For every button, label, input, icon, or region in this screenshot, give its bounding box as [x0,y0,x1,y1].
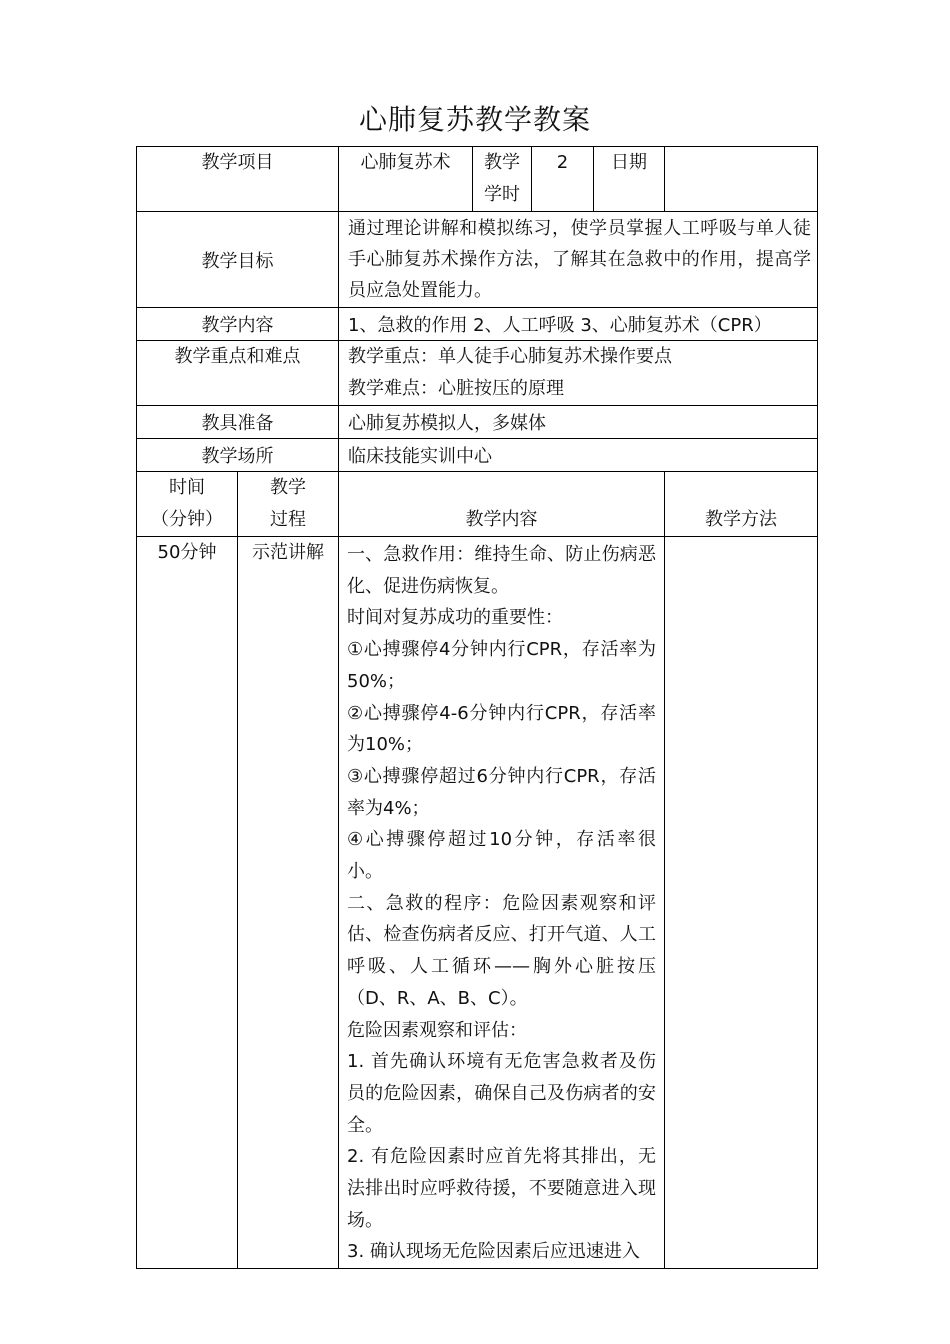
key-value-cell [339,341,818,406]
hours-value: 2 [556,152,569,173]
key-label: 教学重点和难点 [174,346,301,367]
content-row [137,308,818,341]
content-header: 教学内容 [465,509,538,530]
goal-value: 通过理论讲解和模拟练习，使学员掌握人工呼吸与单人徒手心肺复苏术操作方法，了解其在急救中的作用，提高学员应急处置能力。 [348,218,811,301]
session-paragraph: 2. 有危险因素时应首先将其排出，无法排出时应呼救待援，不要随意进入现场。 [347,1146,656,1231]
content-value: 1、急救的作用 2、人工呼吸 3、心肺复苏术（CPR） [348,315,772,336]
column-header-row [137,472,818,537]
time-header-line1: 时间 [169,477,205,498]
goal-value-cell [339,212,818,308]
session-process-cell [238,537,339,1269]
tools-value-cell [339,406,818,439]
session-content-cell [339,537,665,1269]
place-label-cell [137,439,339,472]
process-header-line2: 过程 [270,509,306,530]
place-value-cell [339,439,818,472]
goal-label-cell [137,212,339,308]
content-value-cell [339,308,818,341]
date-label: 日期 [611,152,647,173]
hours-value-cell [532,147,594,212]
project-label: 教学项目 [201,152,274,173]
content-label-cell [137,308,339,341]
session-method-cell [665,537,818,1269]
page-title: 心肺复苏教学教案 [358,103,591,136]
goal-label: 教学目标 [201,250,274,272]
session-paragraph: ③心搏骤停超过6分钟内行CPR，存活率为4%； [347,765,656,819]
key-label-cell [137,341,339,406]
session-content [339,537,664,1268]
project-value-cell [339,147,473,212]
session-paragraph: 时间对复苏成功的重要性： [347,607,563,629]
time-header-cell [137,472,238,537]
content-label: 教学内容 [201,315,274,336]
session-process: 示范讲解 [252,542,324,563]
session-paragraph: 二、急救的程序：危险因素观察和评估、检查伤病者反应、打开气道、人工呼吸、人工循环——胸外心脏按压（D、R、A、B、C）。 [347,892,656,1009]
method-header: 教学方法 [705,509,777,530]
project-label-cell [137,147,339,212]
key-points-row [137,341,818,406]
session-time-cell [137,537,238,1269]
date-label-cell [594,147,665,212]
tools-row [137,406,818,439]
tools-value: 心肺复苏模拟人，多媒体 [348,413,546,434]
hours-label-cell [473,147,532,212]
key-point: 教学重点：单人徒手心肺复苏术操作要点 [348,346,672,367]
header-row [137,147,818,212]
session-paragraph: ④心搏骤停超过10分钟，存活率很小。 [347,829,656,883]
session-paragraph: ①心搏骤停4分钟内行CPR，存活率为50%； [347,639,656,692]
process-header-cell [238,472,339,537]
tools-label: 教具准备 [201,413,274,434]
lesson-plan-table [136,146,818,1269]
place-value: 临床技能实训中心 [348,446,492,467]
content-header-cell [339,472,665,537]
goal-row [137,212,818,308]
session-row [137,537,818,1269]
hours-label-line2: 学时 [484,184,520,205]
place-label: 教学场所 [201,446,274,467]
difficult-point: 教学难点：心脏按压的原理 [348,378,564,399]
session-paragraph: 一、急救作用：维持生命、防止伤病恶化、促进伤病恢复。 [347,544,656,597]
process-header-line1: 教学 [270,477,306,498]
place-row [137,439,818,472]
session-paragraph: 1. 首先确认环境有无危害急救者及伤员的危险因素，确保自己及伤病者的安全。 [347,1051,656,1136]
session-paragraph: 危险因素观察和评估： [347,1019,527,1041]
tools-label-cell [137,406,339,439]
project-value: 心肺复苏术 [360,152,451,173]
time-header-line2: （分钟） [151,509,223,530]
session-paragraph: ②心搏骤停4-6分钟内行CPR，存活率为10%； [347,702,656,756]
session-time: 50分钟 [157,542,217,563]
hours-label-line1: 教学 [484,152,520,173]
date-value-cell [665,147,818,212]
session-paragraph: 3. 确认现场无危险因素后应迅速进入 [347,1241,640,1263]
method-header-cell [665,472,818,537]
